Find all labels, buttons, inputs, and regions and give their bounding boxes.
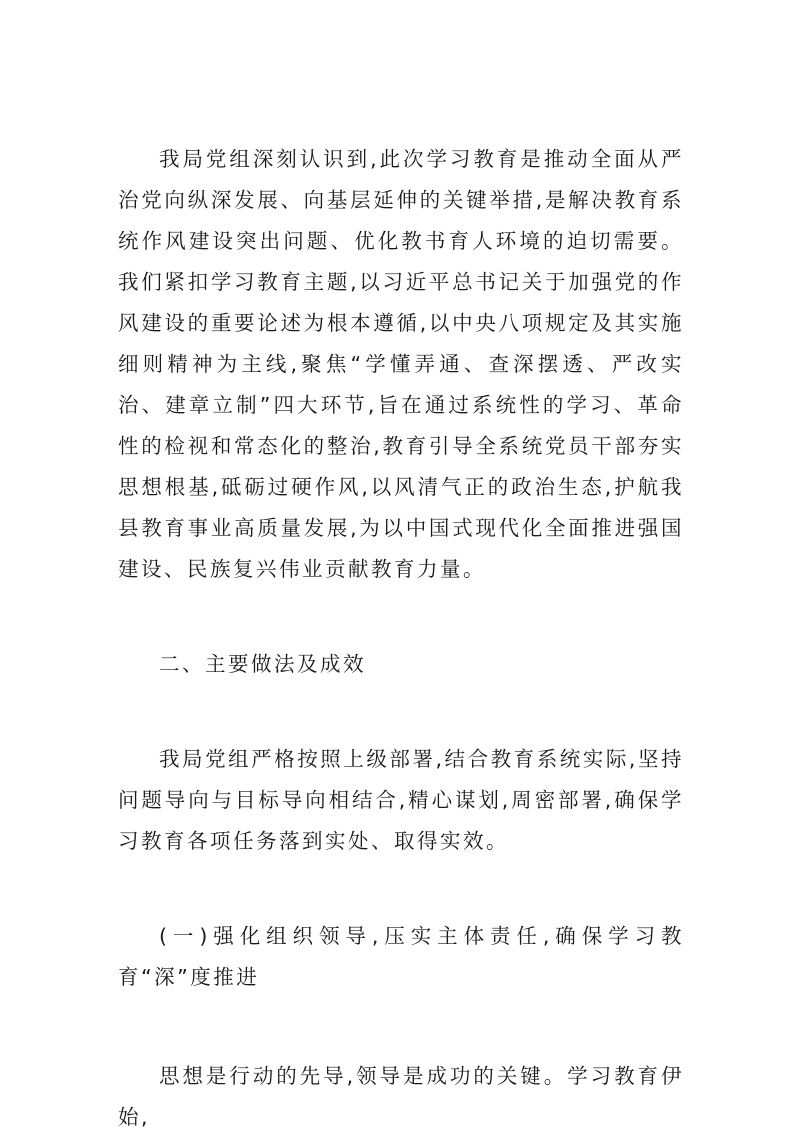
paragraph-practices-overview: 我局党组严格按照上级部署,结合教育系统实际,坚持问题导向与目标导向相结合,精心谋划,周密部署,确保学习教育各项任务落到实处、取得实效。 [118, 747, 684, 853]
document-body [118, 139, 684, 1138]
paragraph-intro: 我局党组深刻认识到,此次学习教育是推动全面从严治党向纵深发展、向基层延伸的关键举措,是解决教育系统作风建设突出问题、优化教书育人环境的迫切需要。我们紧扣学习教育主题,以习近平总书记关于加强党的作风建设的重要论述为根本遵循,以中央八项规定及其实施细则精神为主线,聚焦“学懂弄通、查深摆透、严改实治、建章立制”四大环节,旨在通过系统性的学习、革命性的检视和常态化的整治,教育引导全系统党员干部夯实思想根基,砥砺过硬作风,以风清气正的政治生态,护航我县教育事业高质量发展,为以中国式现代化全面推进强国建设、民族复兴伟业贡献教育力量。 [118, 147, 684, 581]
subsection-heading-organization: (一)强化组织领导,压实主体责任,确保学习教育“深”度推进 [118, 924, 684, 989]
paragraph-organization-start: 思想是行动的先导,领导是成功的关键。学习教育伊始, [118, 1064, 684, 1129]
section-heading-main-practices: 二、主要做法及成效 [159, 652, 366, 676]
